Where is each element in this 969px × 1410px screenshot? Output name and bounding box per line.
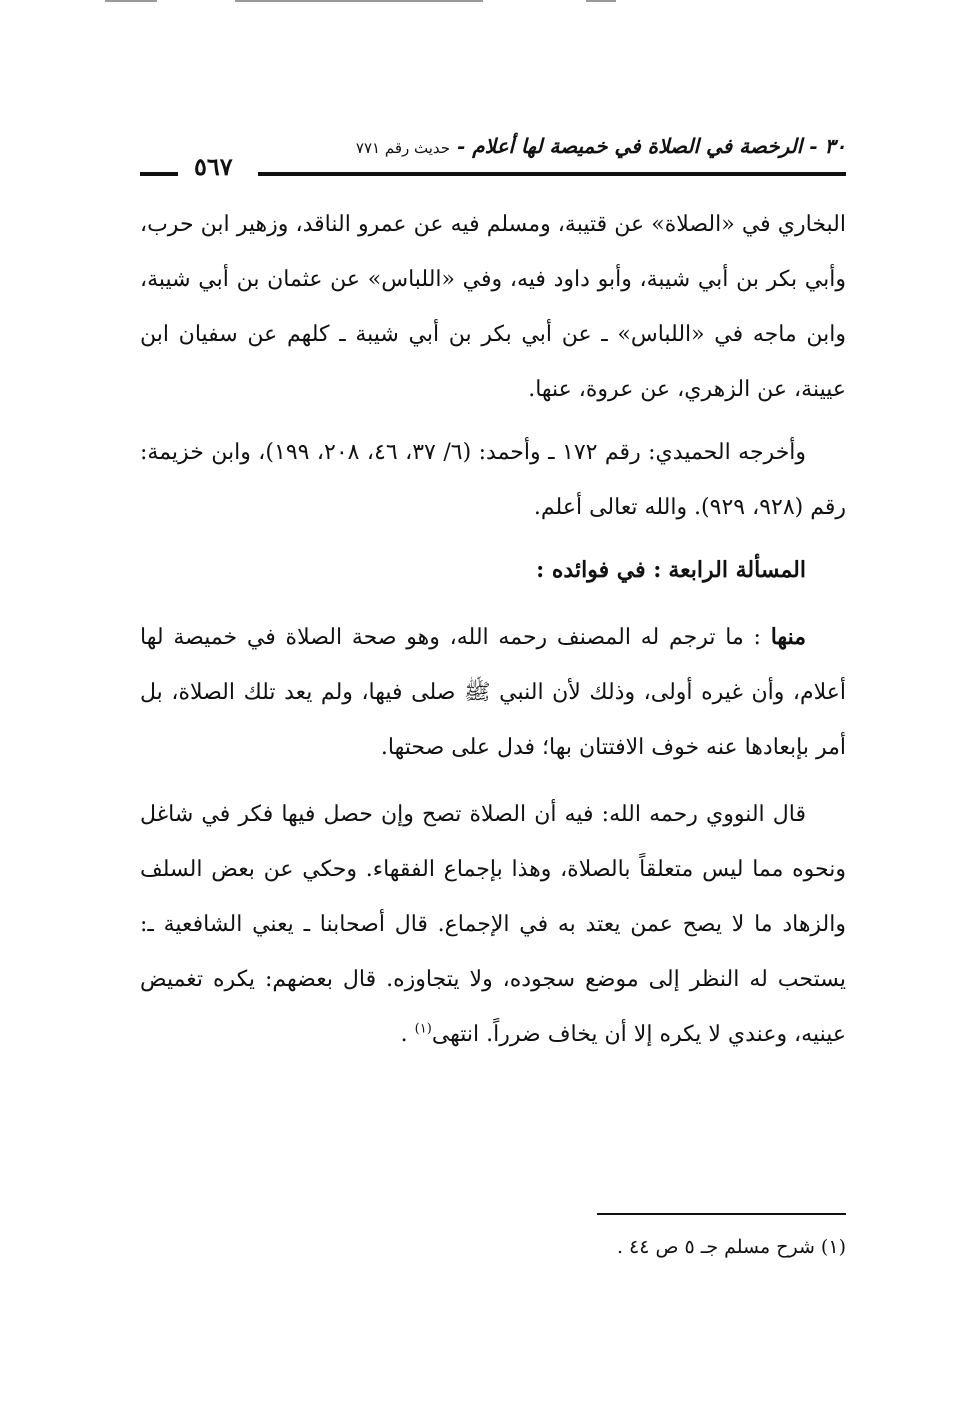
paragraph-tail: . — [400, 1022, 415, 1047]
paragraph — [140, 197, 846, 417]
chapter-title — [356, 134, 846, 158]
paragraph-text: قال النووي رحمه الله: فيه أن الصلاة تصح وإن حصل فيها فكر في شاغل ونحوه مما ليس متعلقاً بالصلاة، وهذا بإجماع الفقهاء. وحكي عن بعض السلف والزهاد ما لا يصح عمن يعتد به في الإجماع. قال أصحابنا ـ يعني الشافعية ـ: يستحب له النظر إلى موضع سجوده، ولا يتجاوزه. قال بعضهم: يكره تغميض عينيه، وعندي لا يكره إلا أن يخاف ضرراً. انتهى — [140, 802, 846, 1047]
scan-artifact — [586, 0, 616, 2]
header-rule — [258, 172, 846, 176]
footnote-text: (١) شرح مسلم جـ ٥ ص ٤٤ . — [616, 1236, 846, 1258]
section-heading-lead: المسألة الرابعة — [668, 557, 806, 583]
section-heading — [140, 543, 846, 598]
paragraph-text: : ما ترجم له المصنف رحمه الله، وهو صحة الصلاة في خميصة لها أعلام، وأن غيره أولى، وذلك لأن النبي ﷺ صلى فيها، ولم يعد تلك الصلاة، بل أمر بإبعادها عنه خوف الافتتان بها؛ فدل على صحتها. — [140, 625, 846, 760]
paragraph — [140, 787, 846, 1062]
paragraph-text: وأخرجه الحميدي: رقم ١٧٢ ـ وأحمد: (٦/ ٣٧، ٤٦، ٢٠٨، ١٩٩)، وابن خزيمة: رقم (٩٢٨، ٩٢٩). والله تعالى أعلم. — [140, 440, 846, 520]
section-heading-text: : في فوائده : — [536, 557, 662, 583]
footnote-marker: (١) — [414, 1021, 432, 1037]
paragraph — [140, 610, 846, 775]
footnote-rule — [597, 1213, 846, 1215]
running-header — [140, 128, 846, 184]
footnote — [140, 1232, 846, 1262]
paragraph — [140, 425, 846, 535]
scan-artifact — [105, 0, 157, 2]
paragraph-lead: منها — [770, 624, 806, 650]
page-number: ٥٦٧ — [194, 152, 233, 181]
main-text — [140, 197, 846, 1062]
hadith-reference: حديث رقم ٧٧١ — [355, 139, 451, 157]
header-rule-short — [140, 172, 178, 176]
paragraph-text: البخاري في «الصلاة» عن قتيبة، ومسلم فيه عن عمرو الناقد، وزهير ابن حرب، وأبي بكر بن أبي شيبة، وأبو داود فيه، وفي «اللباس» عن عثمان بن أبي شيبة، وابن ماجه في «اللباس» ـ عن أبي بكر بن أبي شيبة ـ كلهم عن سفيان ابن عيينة، عن الزهري، عن عروة، عنها. — [140, 212, 846, 402]
scan-artifact — [235, 0, 483, 2]
chapter-title-text: ٣٠ - الرخصة في الصلاة في خميصة لها أعلام - — [457, 134, 846, 158]
